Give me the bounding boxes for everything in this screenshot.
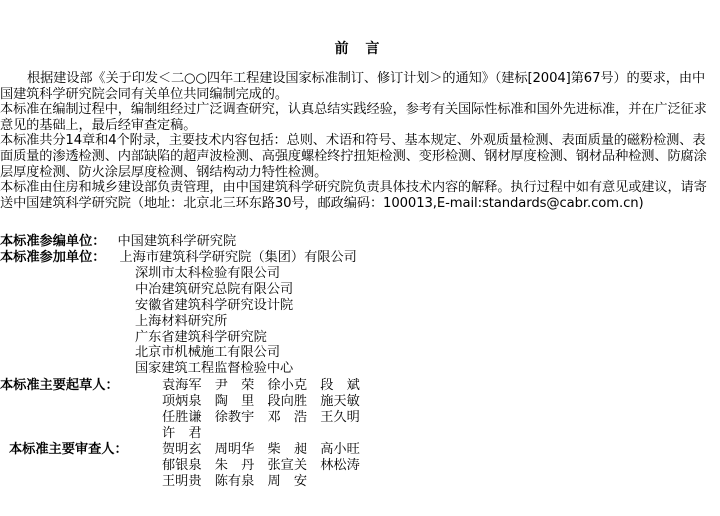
page-title: 前 言: [334, 41, 386, 57]
participating-unit: 安徽省建筑科学研究设计院: [135, 298, 294, 313]
drafters-row: 任胜谦 徐教宇 邓 浩 王久明: [162, 410, 360, 425]
drafters-row: 袁海军 尹 荣 徐小克 段 斌: [162, 378, 360, 393]
reviewers-label: 本标准主要审查人：: [9, 442, 128, 457]
participating-unit: 上海市建筑科学研究院（集团）有限公司: [119, 250, 357, 265]
participating-unit: 上海材料研究所: [135, 314, 228, 329]
paragraph: 本标准在编制过程中，编制组经过广泛调查研究，认真总结实践经验，参考有关国际性标准和国外先进标准，并在广泛征求意见的基础上，最后经审查定稿。: [0, 102, 707, 133]
reviewers-row: 王明贵 陈有泉 周 安: [162, 474, 308, 489]
participating-unit: 国家建筑工程监督检验中心: [135, 361, 294, 376]
drafters-row: 许 君: [162, 426, 202, 441]
paragraph: 根据建设部《关于印发＜二○○四年工程建设国家标准制订、修订计划＞的通知》（建标[2004]第67号）的要求，由中国建筑科学研究院会同有关单位共同编制完成的。: [0, 71, 706, 102]
paragraph: 本标准由住房和城乡建设部负责管理，由中国建筑科学研究院负责具体技术内容的解释。执行过程中如有意见或建议，请寄送中国建筑科学研究院（地址：北京北三环东路30号，邮政编码：100013,E-mail:standards@cabr.com.cn): [0, 180, 707, 211]
reviewers-row: 贺明玄 周明华 柴 昶 高小旺: [162, 442, 360, 457]
chief-unit-row: [0, 234, 236, 250]
participating-unit: 广东省建筑科学研究院: [135, 330, 267, 345]
participating-units-row: [0, 250, 357, 266]
participating-unit: 北京市机械施工有限公司: [135, 345, 281, 360]
foreword-body: [0, 71, 716, 211]
paragraph: 本标准共分14章和4个附录，主要技术内容包括：总则、术语和符号、基本规定、外观质量检测、表面质量的磁粉检测、表面质量的渗透检测、内部缺陷的超声波检测、高强度螺栓终拧扭矩检测、变形检测、钢材厚度检测、钢材品种检测、防腐涂层厚度检测、防火涂层厚度检测、钢结构动力特性检测。: [0, 133, 707, 180]
chief-unit-label: 本标准参编单位：: [0, 234, 106, 249]
participating-unit: 深圳市太科检验有限公司: [135, 266, 281, 281]
drafters-row: 项炳泉 陶 里 段向胜 施天敏: [162, 394, 360, 409]
participating-unit: 中冶建筑研究总院有限公司: [135, 282, 294, 297]
reviewers-row: 郁银泉 朱 丹 张宣关 林松涛: [162, 458, 360, 473]
participating-units-label: 本标准参加单位：: [0, 250, 106, 265]
drafters-label: 本标准主要起草人：: [0, 378, 119, 393]
chief-unit-name: 中国建筑科学研究院: [117, 234, 237, 249]
